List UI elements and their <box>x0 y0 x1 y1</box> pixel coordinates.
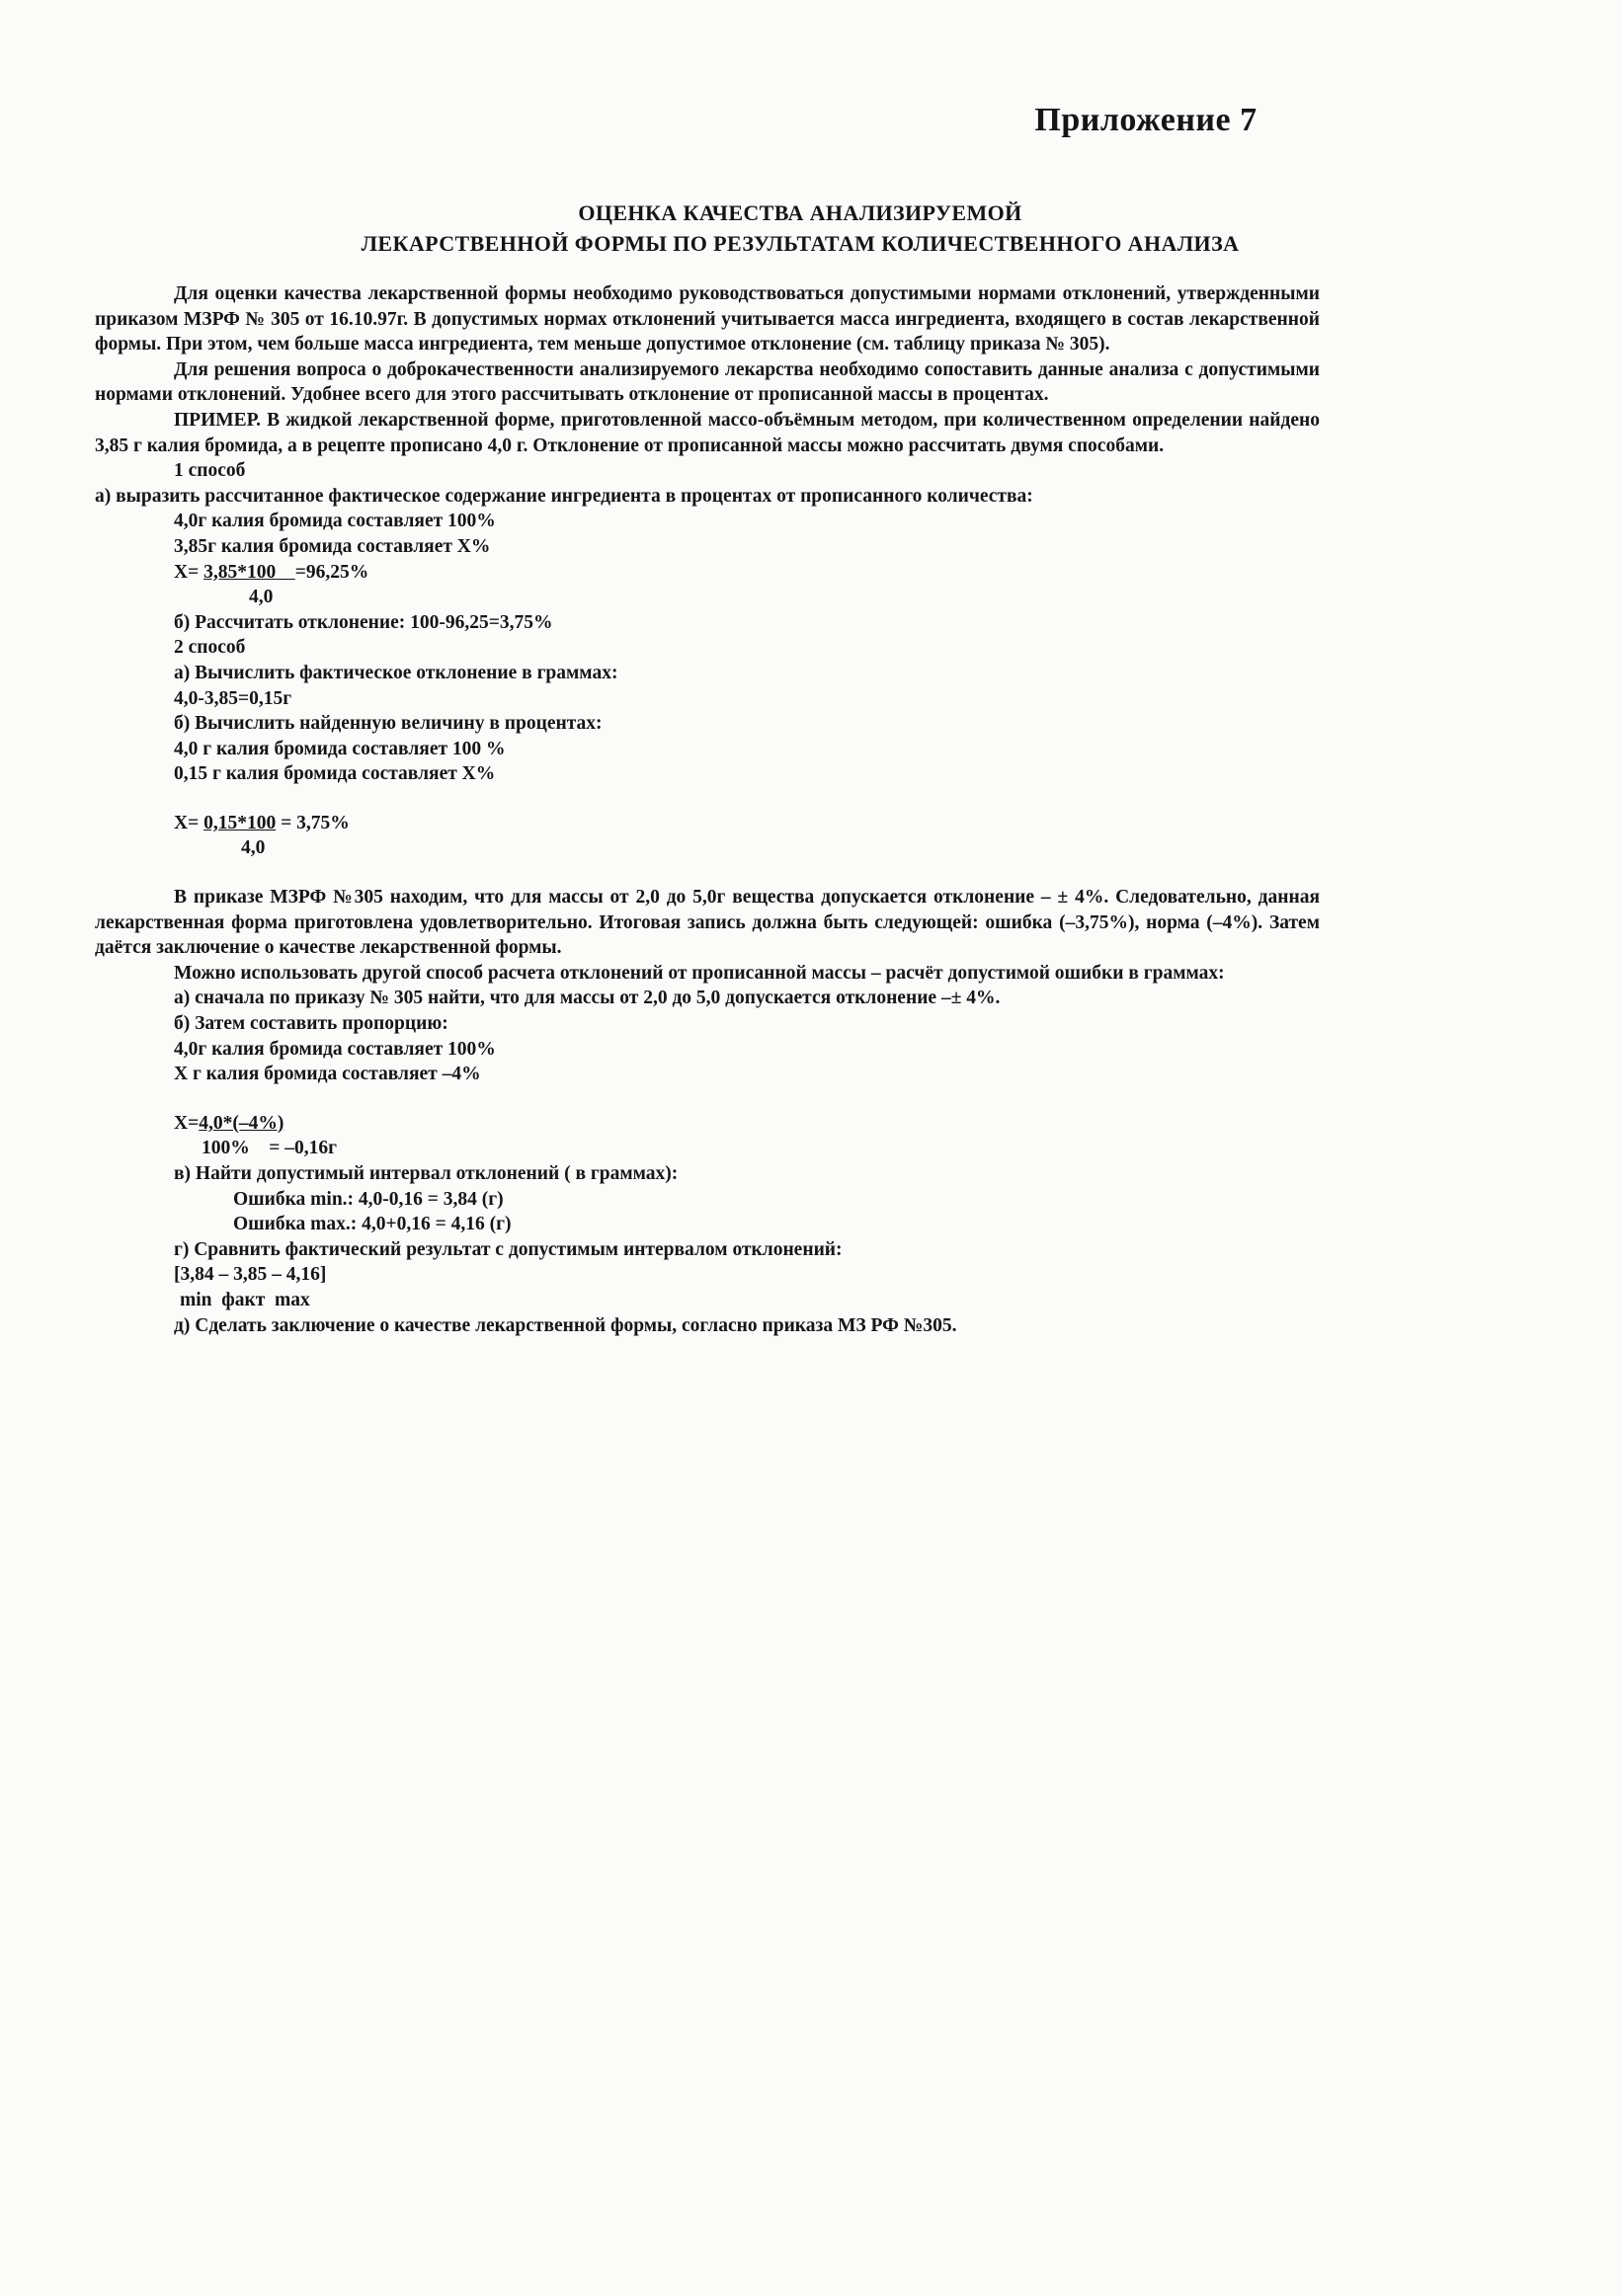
method-2-step-a: а) Вычислить фактическое отклонение в граммах: <box>174 662 618 683</box>
paragraph-example: ПРИМЕР. В жидкой лекарственной форме, приготовленной массо-объёмным методом, при количественном определении найдено 3,85 г калия бромида, а в рецепте прописано 4,0 г. Отклонение от прописанной массы можно рассчитать двумя способами. <box>95 409 1320 456</box>
formula-denominator: 4,0 <box>249 587 274 608</box>
formula-denominator: 100% <box>202 1138 250 1159</box>
paragraph-intro: Для оценки качества лекарственной формы необходимо руководствоваться допустимыми нормами отклонений, утвержденными приказом МЗРФ № 305 от 16.10.97г. В допустимых нормах отклонений учитывается масса ингредиента, входящего в состав лекарственной формы. При этом, чем больше масса ингредиента, тем меньше допустимое отклонение (см. таблицу приказа № 305). <box>95 283 1320 356</box>
formula-denominator: 4,0 <box>241 837 266 859</box>
method-3-formula <box>174 1111 1320 1137</box>
paragraph-decision: Для решения вопроса о доброкачественности анализируемого лекарства необходимо сопоставить данные анализа с допустимыми нормами отклонений. Удобнее всего для этого рассчитывать отклонение от прописанной массы в процентах. <box>95 358 1320 406</box>
paragraph-alt-method: Можно использовать другой способ расчета отклонений от прописанной массы – расчёт допустимой ошибки в граммах: <box>174 962 1225 984</box>
error-max: Ошибка max.: 4,0+0,16 = 4,16 (г) <box>233 1214 512 1235</box>
method-2-step-b: б) Вычислить найденную величину в процентах: <box>174 713 603 735</box>
formula-numerator: 3,85*100 <box>203 561 277 583</box>
error-min: Ошибка min.: 4,0-0,16 = 3,84 (г) <box>233 1188 504 1210</box>
document-title <box>237 198 1363 259</box>
method-2-formula <box>174 811 1320 836</box>
formula-numerator: 0,15*100 <box>203 812 277 833</box>
method-1-line-1: 4,0г калия бромида составляет 100% <box>174 511 496 532</box>
method-1-step-b: б) Рассчитать отклонение: 100-96,25=3,75% <box>174 611 553 633</box>
method-3-step-a: а) сначала по приказу № 305 найти, что для массы от 2,0 до 5,0 допускается отклонение –± 4%. <box>174 988 1001 1009</box>
tolerance-interval-labels: min факт max <box>180 1289 310 1310</box>
method-3-step-b: б) Затем составить пропорцию: <box>174 1013 448 1035</box>
method-2-step-a-calc: 4,0-3,85=0,15г <box>174 687 292 709</box>
document-body <box>95 281 1320 1338</box>
method-1-step-a: а) выразить рассчитанное фактическое содержание ингредиента в процентах от прописанного количества: <box>95 485 1033 507</box>
method-1-calc <box>174 509 1320 861</box>
title-line-1: ОЦЕНКА КАЧЕСТВА АНАЛИЗИРУЕМОЙ <box>578 200 1022 225</box>
method-1-heading: 1 способ <box>174 460 246 482</box>
method-3-step-d: д) Сделать заключение о качестве лекарственной формы, согласно приказа МЗ РФ №305. <box>174 1314 957 1336</box>
method-1-line-2: 3,85г калия бромида составляет Х% <box>174 535 491 557</box>
title-line-2: ЛЕКАРСТВЕННОЙ ФОРМЫ ПО РЕЗУЛЬТАТАМ КОЛИЧЕСТВЕННОГО АНАЛИЗА <box>361 231 1240 256</box>
appendix-label: Приложение 7 <box>1034 102 1258 138</box>
formula-result: = 3,75% <box>276 812 350 833</box>
formula-prefix: Х= <box>174 1112 200 1134</box>
formula-result: =96,25% <box>294 561 369 583</box>
method-3-formula-denominator-line <box>202 1136 1320 1161</box>
method-2-heading: 2 способ <box>174 637 246 659</box>
formula-prefix: Х= <box>174 812 204 833</box>
method-3-step-g: г) Сравнить фактический результат с допустимым интервалом отклонений: <box>174 1238 843 1260</box>
method-2-line-2: 0,15 г калия бромида составляет Х% <box>174 763 496 785</box>
formula-prefix: Х= <box>174 561 204 583</box>
method-1 <box>174 458 1320 484</box>
method-1-formula <box>174 560 1320 586</box>
method-3-line-2: Х г калия бромида составляет –4% <box>174 1064 481 1085</box>
formula-numerator: 4,0*(–4%) <box>199 1112 284 1134</box>
method-3-step-v: в) Найти допустимый интервал отклонений ( в граммах): <box>174 1163 679 1184</box>
paragraph-conclusion: В приказе МЗРФ №305 находим, что для массы от 2,0 до 5,0г вещества допускается отклонение – ± 4%. Следовательно, данная лекарственная форма приготовлена удовлетворительно. Итоговая запись должна быть следующей: ошибка (–3,75%), норма (–4%). Затем даётся заключение о качестве лекарственной формы. <box>95 887 1320 959</box>
method-3 <box>174 986 1320 1338</box>
formula-result: = –0,16г <box>269 1138 337 1159</box>
method-2-line-1: 4,0 г калия бромида составляет 100 % <box>174 738 506 759</box>
tolerance-interval: [3,84 – 3,85 – 4,16] <box>174 1264 327 1286</box>
method-3-line-1: 4,0г калия бромида составляет 100% <box>174 1038 496 1060</box>
